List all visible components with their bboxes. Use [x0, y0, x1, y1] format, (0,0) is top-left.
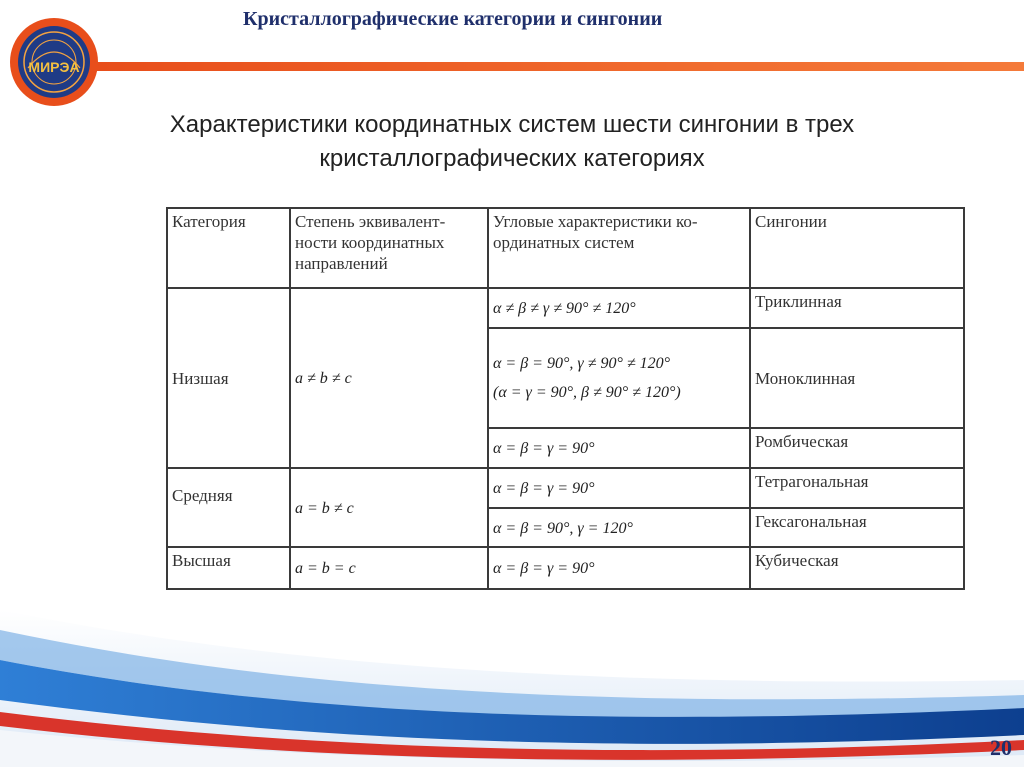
- header-category: Категория: [167, 208, 290, 288]
- angles-monoclinic-formula-1: α = β = 90°, γ ≠ 90° ≠ 120°: [493, 355, 671, 372]
- angles-cubic: [488, 547, 750, 589]
- category-mid-label: Средняя: [172, 486, 233, 505]
- axes-mid: [290, 468, 488, 547]
- syngony-table: [166, 207, 965, 590]
- angles-triclinic: [488, 288, 750, 328]
- angles-monoclinic: [488, 328, 750, 428]
- page-number: 20: [990, 735, 1012, 760]
- angles-hexagonal: [488, 508, 750, 547]
- syngony-triclinic: Триклинная: [750, 288, 964, 328]
- decorative-waves: [0, 590, 1024, 767]
- heading-line-2: кристаллографических категориях: [319, 145, 705, 172]
- angles-orthorhombic: [488, 428, 750, 468]
- angles-orthorhombic-formula: α = β = γ = 90°: [493, 440, 595, 457]
- table-header-row: [167, 208, 964, 288]
- syngony-monoclinic: Моноклинная: [750, 328, 964, 428]
- header-syngony: Сингонии: [750, 208, 964, 288]
- heading-line-1: Характеристики координатных систем шести сингонии в трех: [169, 111, 855, 138]
- category-high: Высшая: [167, 547, 290, 589]
- syngony-tetragonal: Тетрагональная: [750, 468, 964, 508]
- angles-tetragonal-formula: α = β = γ = 90°: [493, 480, 595, 497]
- angles-hexagonal-formula: α = β = 90°, γ = 120°: [493, 519, 633, 537]
- category-low: Низшая: [167, 288, 290, 468]
- angles-monoclinic-formula-2: (α = γ = 90°, β ≠ 90° ≠ 120°): [493, 384, 681, 401]
- angles-triclinic-formula: α ≠ β ≠ γ ≠ 90° ≠ 120°: [493, 300, 636, 317]
- axes-high-formula: a = b = c: [295, 560, 356, 577]
- axes-low-formula: a ≠ b ≠ c: [295, 370, 352, 387]
- angles-tetragonal: [488, 468, 750, 508]
- axes-low: [290, 288, 488, 468]
- table-row: [167, 468, 964, 508]
- syngony-orthorhombic: Ромбическая: [750, 428, 964, 468]
- mirea-logo: [8, 16, 100, 108]
- table-row: [167, 288, 964, 328]
- header-title: Кристаллографические категории и сингонии: [243, 8, 663, 30]
- syngony-cubic: Кубическая: [750, 547, 964, 589]
- syngony-hexagonal: Гексагональная: [750, 508, 964, 547]
- axes-high: [290, 547, 488, 589]
- axes-mid-formula: a = b ≠ c: [295, 499, 354, 517]
- category-mid: [167, 468, 290, 547]
- header-rule: [96, 62, 1024, 71]
- header-angles: Угловые характеристики ко-ординатных систем: [488, 208, 750, 288]
- logo-text: МИРЭА: [28, 59, 80, 75]
- table-row: [167, 547, 964, 589]
- slide-heading: [0, 108, 1024, 176]
- angles-cubic-formula: α = β = γ = 90°: [493, 560, 595, 577]
- header-equivalence: Степень эквивалент-ности координатных направлений: [290, 208, 488, 288]
